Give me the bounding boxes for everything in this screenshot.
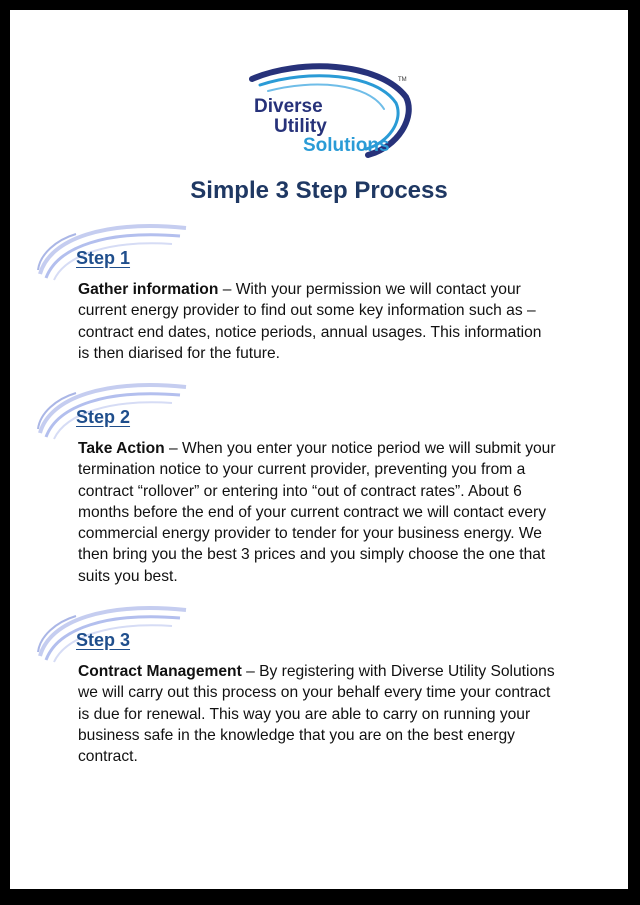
logo-text-utility: Utility [274, 116, 327, 137]
step-description [78, 438, 556, 587]
page-title: Simple 3 Step Process [190, 177, 448, 204]
trademark-mark: TM [398, 77, 407, 83]
step-text: – When you enter your notice period we will submit your termination notice to your current provider, preventing you from a contract “rollover” or entering into “out of contract rates”. About 6 months before the end of your current contract we will contact every commercial energy provider to tender for your business energy. We then bring you the best 3 prices and you simply choose the one that suits you best. [78, 440, 556, 585]
step-lead: Contract Management [78, 663, 242, 680]
step-description [78, 279, 556, 364]
document-page [10, 10, 628, 889]
step-lead: Gather information [78, 281, 219, 298]
company-logo [238, 57, 418, 167]
logo-text-solutions: Solutions [303, 135, 390, 156]
step-heading: Step 1 [76, 248, 131, 268]
step-heading: Step 3 [76, 630, 131, 650]
logo-text-diverse: Diverse [254, 96, 323, 117]
step-heading: Step 2 [76, 407, 131, 427]
step-text: – With your permission we will contact your current energy provider to find out some key information such as – contract end dates, notice periods, annual usages. This information is then diarised for the future. [78, 281, 542, 362]
step-lead: Take Action [78, 440, 165, 457]
step-text: – By registering with Diverse Utility Solutions we will carry out this process on your behalf every time your contract is due for renewal. This way you are able to carry on running your business safe in the knowledge that you are on the best energy contract. [78, 663, 555, 766]
step-description [78, 661, 556, 767]
